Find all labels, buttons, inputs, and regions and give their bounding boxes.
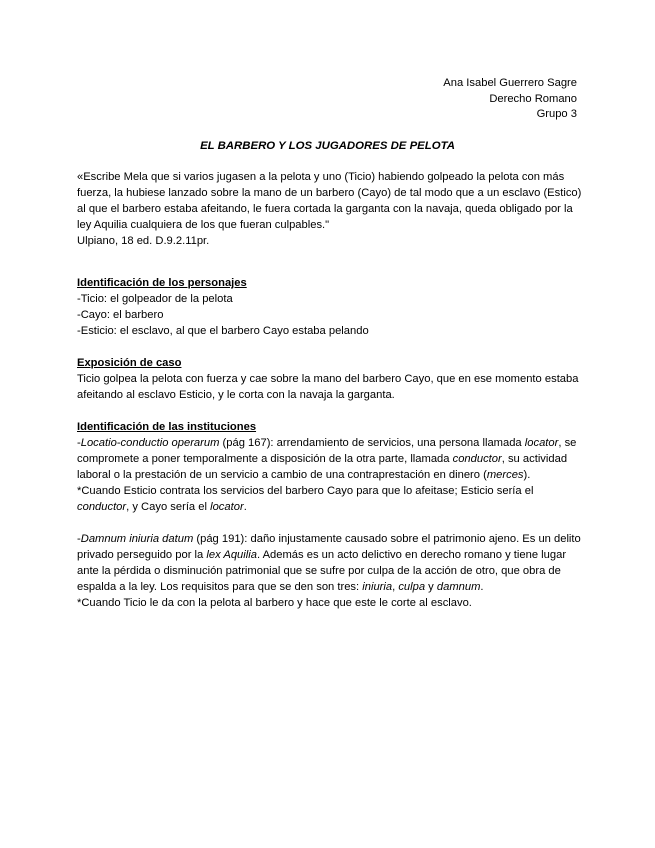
- damnum-term: Damnum iniuria datum: [80, 533, 194, 545]
- damnum-req-term: damnum: [436, 581, 481, 593]
- text-span: y: [425, 581, 437, 593]
- quote-source: Ulpiano, 18 ed. D.9.2.11pr.: [77, 235, 210, 247]
- text-span: , y Cayo sería el: [126, 501, 211, 513]
- group-name: Grupo 3: [536, 108, 577, 120]
- caso-heading: Exposición de caso: [77, 357, 182, 369]
- caso-text: Ticio golpea la pelota con fuerza y cae sobre la mano del barbero Cayo, que en ese momento estaba afeitando al esclavo Esticio, y le corta con la navaja la garganta.: [77, 373, 579, 401]
- locatio-term: Locatio-conductio operarum: [80, 437, 220, 449]
- author-name: Ana Isabel Guerrero Sagre: [443, 77, 577, 89]
- iniuria-term: iniuria: [362, 581, 393, 593]
- personajes-heading: Identificación de los personajes: [77, 277, 247, 289]
- dash: -: [77, 437, 81, 449]
- instituciones-heading: Identificación de las instituciones: [77, 421, 257, 433]
- author-header: [443, 76, 577, 123]
- text-span: .: [480, 581, 484, 593]
- locator-term: locator: [524, 437, 559, 449]
- culpa-term: culpa: [398, 581, 426, 593]
- course-name: Derecho Romano: [489, 92, 577, 105]
- dash: -: [77, 533, 81, 545]
- locatio-note: [77, 483, 582, 515]
- text-span: . Además es un acto delictivo en derecho romano y tiene lugar ante la pérdida o disminución patrimonial que se sufre por culpa de la acción de otro, que obra de espalda a la ley. Los requisitos para que se den son tres:: [77, 549, 567, 593]
- locator-term: locator: [210, 501, 244, 513]
- text-span: , se compromete a poner temporalmente a disposición de la otra parte, llamada: [77, 437, 577, 465]
- document-body: [77, 169, 582, 611]
- text-span: ).: [523, 469, 531, 481]
- lex-aquilia-term: lex Aquilia: [206, 549, 257, 561]
- quote-text: «Escribe Mela que si varios jugasen a la pelota y uno (Ticio) habiendo golpeado la pelota con más fuerza, la hubiese lanzado sobre la mano de un barbero (Cayo) de tal modo que a un esclavo (Estico) al que el barbero estaba afeitando, le fuera cortada la garganta con la navaja, queda obligado por la ley Aquilia cualquiera de los que fueran culpables.": [77, 171, 582, 231]
- damnum-paragraph: [77, 531, 582, 595]
- text-span: (pág 191): daño injustamente causado sobre el patrimonio ajeno. Es un delito privado perseguido por la: [77, 533, 581, 561]
- merces-term: merces: [486, 469, 524, 481]
- personaje-cayo: -Cayo: el barbero: [77, 309, 164, 321]
- text-span: *Cuando Esticio contrata los servicios del barbero Cayo para que lo afeitase; Esticio sería el: [77, 485, 534, 497]
- text-span: ,: [392, 581, 399, 593]
- damnum-note: *Cuando Ticio le da con la pelota al barbero y hace que este le corte al esclavo.: [77, 597, 472, 609]
- text-span: (pág 167): arrendamiento de servicios, una persona llamada: [219, 437, 525, 449]
- personaje-esticio: -Esticio: el esclavo, al que el barbero Cayo estaba pelando: [77, 325, 369, 337]
- conductor-term: conductor: [77, 501, 127, 513]
- locatio-paragraph: [77, 435, 582, 483]
- text-span: , su actividad laboral o la prestación de un servicio a cambio de una contraprestación en dinero (: [77, 453, 568, 481]
- text-span: .: [243, 501, 247, 513]
- document-title: EL BARBERO Y LOS JUGADORES DE PELOTA: [200, 140, 455, 152]
- conductor-term: conductor: [452, 453, 502, 465]
- personaje-ticio: -Ticio: el golpeador de la pelota: [77, 293, 233, 305]
